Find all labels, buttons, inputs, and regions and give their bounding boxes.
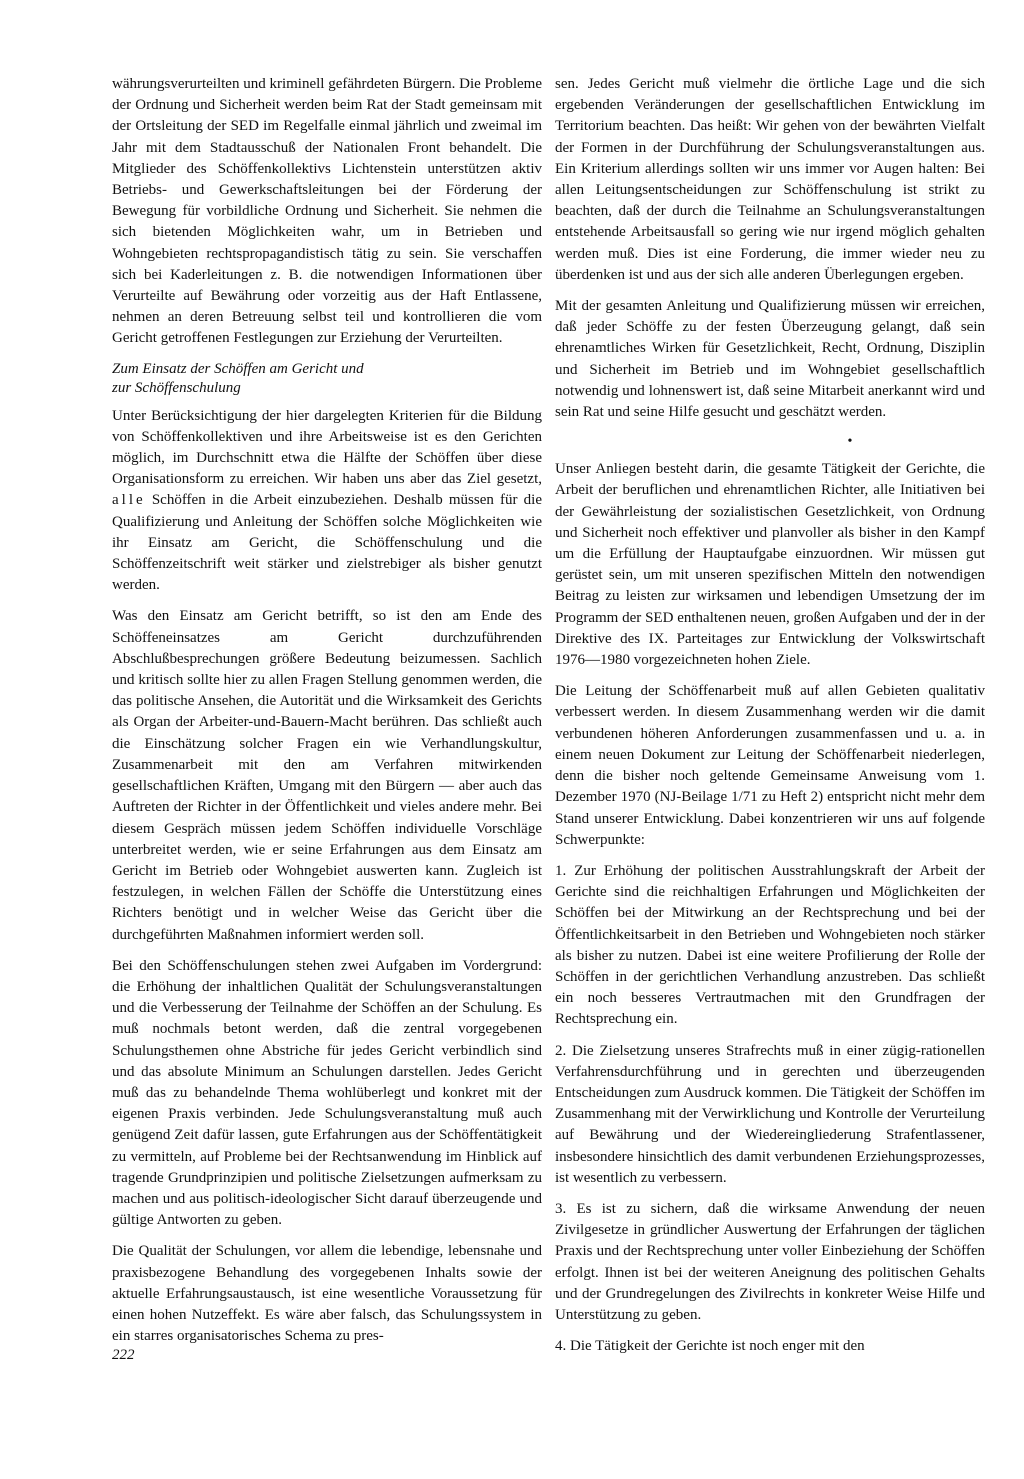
list-item: 1. Zur Erhöhung der politischen Ausstrahlungskraft der Arbeit der Gerichte sind die reichhaltigen Erfahrungen und Möglichkeiten der Schöffen bei der Mitwirkung an der Rechtsprechung und bei der Öffentlichkeitsarbeit in den Betrieben und Wohngebieten noch stärker als bisher zu nutzen. Dabei ist eine weitere Profilierung der Rolle der Schöffen in der gerichtlichen Verhandlung anzustreben. Das schließt ein noch besseres Vertrautmachen mit den Grundfragen der Rechtsprechung ein. [555,862,985,1028]
paragraph [112,406,542,597]
text-run: Unter Berücksichtigung der hier dargelegten Kriterien für die Bildung von Schöffenkollektiven und ihre Arbeitsweise ist es den Gerichten möglich, im Durchschnitt etwa die Hälfte der Schöffen über diese Organisationsform zu erreichen. Wir haben uns aber das Ziel gesetzt, [112,407,542,488]
section-heading-line: Zum Einsatz der Schöffen am Gericht und [112,360,364,377]
paragraph: währungsverurteilten und kriminell gefährdeten Bürgern. Die Probleme der Ordnung und Sicherheit werden beim Rat der Stadt gemeinsam mit der Ortsleitung der SED im Regelfalle einmal jährlich und zweimal im Jahr mit dem Stadtausschuß der Nationalen Front behandelt. Die Mitglieder des Schöffenkollektivs Lichtenstein unterstützen aktiv Betriebs- und Gewerkschaftsleitungen bei der Förderung der Bewegung für vorbildliche Ordnung und Sicherheit. Sie nehmen die sich bietenden Möglichkeiten wahr, um in Betrieben und Wohngebieten rechtspropagandistisch tätig zu sein. Sie verschaffen sich bei Kaderleitungen z. B. die notwendigen Informationen über Verurteilte auf Bewährung oder vorzeitig aus der Haft Entlassene, nehmen an deren Betreuung selbst teil und kontrollieren die vom Gericht getroffenen Festlegungen zur Erziehung der Verurteilten. [112,76,543,347]
list-item: 2. Die Zielsetzung unseres Strafrechts muß in einer zügig-rationellen Verfahrensdurchführung und in gerechten und überzeugenden Entscheidungen zum Ausdruck kommen. Die Tätigkeit der Schöffen im Zusammenhang mit der Verwirklichung und Kontrolle der Verurteilung auf Bewährung und der Wiedereingliederung Strafentlassener, insbesondere hinsichtlich des damit verbundenen Erziehungsprozesses, ist wesentlich zu verbessern. [555,1042,985,1186]
section-heading-line: zur Schöffenschulung [112,379,241,396]
paragraph: Die Leitung der Schöffenarbeit muß auf allen Gebieten qualitativ verbessert werden. In diesem Zusammenhang werden wir die damit verbundenen höheren Anforderungen zusammenfassen und u. a. in einem neuen Dokument zur Leitung der Schöffenarbeit niederlegen, denn die bisher noch geltende Gemeinsame Anweisung vom 1. Dezember 1970 (NJ-Beilage 1/71 zu Heft 2) entspricht nicht mehr dem Stand unserer Entwicklung. Dabei konzentrieren wir uns auf folgende Schwerpunkte: [555,683,985,848]
paragraph: Was den Einsatz am Gericht betrifft, so ist den am Ende des Schöffeneinsatzes am Gericht durchzuführenden Abschlußbesprechungen größere Bedeutung beizumessen. Sachlich und kritisch sollte hier zu allen Fragen Stellung genommen werden, die das politische Ansehen, die Autorität und die Wirksamkeit des Gerichts als Organ der Arbeiter-und-Bauern-Macht berühren. Das schließt auch die Einschätzung solcher Fragen ein wie Verhandlungskultur, Zusammenarbeit mit den am Verfahren mitwirkenden gesellschaftlichen Kräften, Umgang mit den Bürgern — aber auch das Auftreten der Richter in der Öffentlichkeit und vieles andere mehr. Bei diesem Gespräch müssen jedem Schöffen individuelle Vorschläge unterbreitet werden, wie er seine Erfahrungen aus dem Einsatz am Gericht im Betrieb oder Wohngebiet auswerten kann. Zugleich ist festzulegen, in welchen Fällen der Schöffe die Unterstützung eines Richters benötigt und in welcher Weise das Gericht über die durchgeführten Maßnahmen informiert werden soll. [112,608,542,943]
paragraph: sen. Jedes Gericht muß vielmehr die örtliche Lage und die sich ergebenden Veränderungen der gesellschaftlichen Entwicklung im Territorium beachten. Das heißt: Wir gehen von der bewährten Vielfalt der Formen in der Durchführung der Schulungsveranstaltungen aus. Ein Kriterium allerdings sollten wir uns immer vor Augen halten: Bei allen Leitungsentscheidungen zur Schöffenschulung ist strikt zu beachten, daß der durch die Teilnahme an Schulungsveranstaltungen entstehende Arbeitsausfall so gering wie nur irgend möglich gehalten werden muß. Dies ist eine Forderung, die immer wieder neu zu überdenken ist und aus der sich alle anderen Überlegungen ergeben. [555,76,985,283]
section-separator: • [847,434,853,450]
list-item: 3. Es ist zu sichern, daß die wirksame Anwendung der neuen Zivilgesetze in gründlicher Auswertung der Erfahrungen der täglichen Praxis und der Rechtsprechung unter voller Einbeziehung der Schöffen erfolgt. Ihnen ist bei der weiteren Aneignung des politischen Gehalts und der Grundregelungen des Zivilrechts in konkreter Weise Hilfe und Unterstützung zu geben. [555,1200,985,1323]
text-run: Schöffen in die Arbeit einzubeziehen. Deshalb müssen für die Qualifizierung und Anleitung der Schöffen solche Möglichkeiten wie ihr Einsatz am Gericht, die Schöffenschulung und die Schöffenzeitschrift weit stärker und zielstrebiger als bisher genutzt werden. [112,492,542,594]
paragraph: Unser Anliegen besteht darin, die gesamte Tätigkeit der Gerichte, die Arbeit der beruflichen und ehrenamtlichen Richter, alle Initiativen bei der Gewährleistung der sozialistischen Gesetzlichkeit, von Ordnung und Sicherheit noch effektiver und planvoller als bisher in den Kampf um die Erfüllung der Hauptaufgabe einzuordnen. Wir müssen gut gerüstet sein, um mit unseren spezifischen Mitteln den notwendigen Beitrag zu leisten zur wirksamen und lebendigen Umsetzung der im Programm der SED enthaltenen neuen, großen Aufgaben und der in der Direktive des IX. Parteitages zur Entwicklung der Volkswirtschaft 1976—1980 vorgezeichneten hohen Ziele. [555,461,985,669]
section-heading [112,360,542,398]
left-column [112,74,542,1357]
paragraph: Die Qualität der Schulungen, vor allem die lebendige, lebensnahe und praxisbezogene Behandlung des vorgegebenen Inhalts sowie der aktuelle Erfahrungsaustausch, ist eine wesentliche Voraussetzung für einen hohen Nutzeffekt. Es wäre aber falsch, das Schulungssystem in ein starres organisatorisches Schema zu pres- [112,1243,542,1345]
page-number: 222 [112,1347,135,1363]
right-column [555,74,985,1367]
emphasized-word: alle [112,492,146,509]
paragraph: Bei den Schöffenschulungen stehen zwei Aufgaben im Vordergrund: die Erhöhung der inhaltlichen Qualität der Schulungsveranstaltungen und die Verbesserung der Teilnahme der Schöffen an der Schulung. Es muß nochmals betont werden, daß die zentral vorgegebenen Schulungsthemen ohne Abstriche für jedes Gericht verbindlich sind und das absolute Minimum an Schulungen darstellen. Jedes Gericht muß das zu behandelnde Thema wohlüberlegt und konkret mit der eigenen Praxis verbinden. Jede Schulungsveranstaltung muß auch genügend Zeit dafür lassen, gute Erfahrungen aus der Schöffentätigkeit zu vermitteln, auf Probleme bei der Rechtsanwendung im Hinblick auf tragende Grundprinzipien und politische Zielsetzungen aufmerksam zu machen und aus politisch-ideologischer Sicht darauf überzeugende und gültige Antworten zu geben. [112,957,542,1229]
list-item: 4. Die Tätigkeit der Gerichte ist noch enger mit den [555,1338,865,1355]
paragraph: Mit der gesamten Anleitung und Qualifizierung müssen wir erreichen, daß jeder Schöffe zu der festen Überzeugung gelangt, daß sein ehrenamtliches Wirken für Gesetzlichkeit, Recht, Ordnung, Disziplin und Sicherheit im Betrieb und im Wohngebiet gesellschaftlich notwendig und lohnenswert ist, daß seine Mitarbeit anerkannt wird und sein Rat und seine Hilfe gesucht und geschätzt werden. [555,298,985,421]
